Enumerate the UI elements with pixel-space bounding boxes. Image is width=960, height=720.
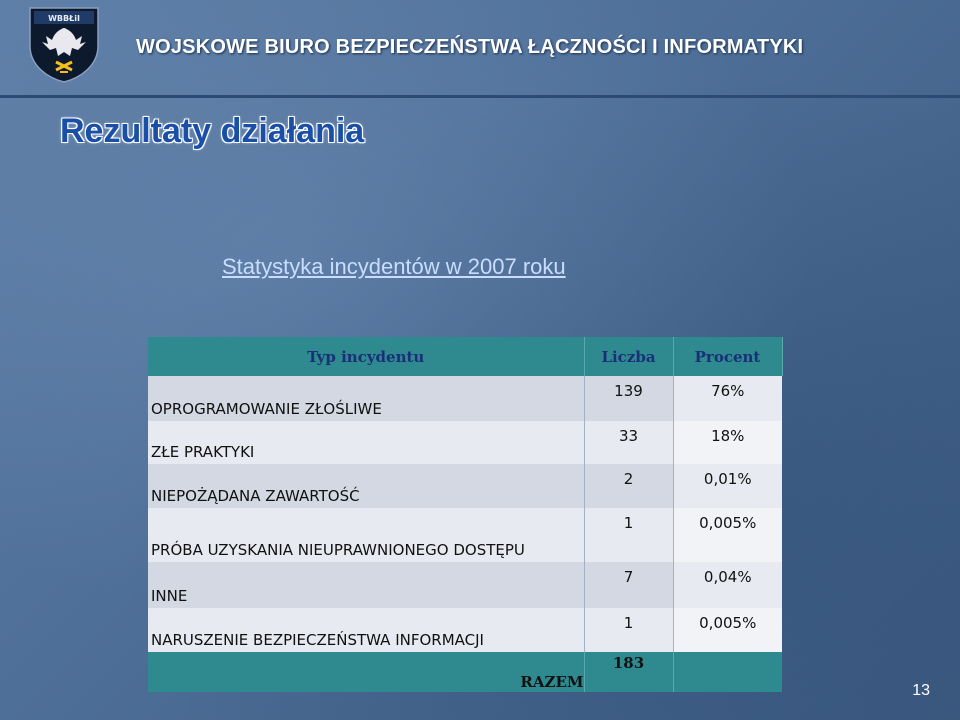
incident-type: PRÓBA UZYSKANIA NIEUPRAWNIONEGO DOSTĘPU [148, 508, 584, 562]
total-label: RAZEM [148, 652, 584, 692]
logo-text: WBBŁiI [48, 14, 80, 23]
table-row [148, 464, 782, 508]
incident-count: 2 [584, 464, 673, 508]
column-header-count: Liczba [584, 337, 673, 376]
incident-statistics-table [148, 337, 783, 692]
incident-type: INNE [148, 562, 584, 608]
incident-percent: 0,04% [673, 562, 782, 608]
incident-percent: 0,01% [673, 464, 782, 508]
incident-count: 1 [584, 508, 673, 562]
incident-count: 33 [584, 421, 673, 464]
column-header-type: Typ incydentu [148, 337, 584, 376]
table-row [148, 376, 782, 421]
column-header-percent: Procent [673, 337, 782, 376]
incident-count: 139 [584, 376, 673, 421]
incident-type: ZŁE PRAKTYKI [148, 421, 584, 464]
total-percent-empty [673, 652, 782, 692]
incident-percent: 0,005% [673, 508, 782, 562]
table-subtitle-link[interactable]: Statystyka incydentów w 2007 roku [222, 254, 566, 279]
table-row [148, 421, 782, 464]
table-row [148, 508, 782, 562]
slide-title: Rezultaty działania [60, 112, 365, 150]
table-row [148, 562, 782, 608]
organization-name: WOJSKOWE BIURO BEZPIECZEŃSTWA ŁĄCZNOŚCI I INFORMATYKI [136, 36, 804, 58]
table-total-row [148, 652, 782, 692]
header-band [0, 0, 960, 98]
incident-count: 1 [584, 608, 673, 652]
incident-type: NARUSZENIE BEZPIECZEŃSTWA INFORMACJI [148, 608, 584, 652]
incident-count: 7 [584, 562, 673, 608]
incident-percent: 18% [673, 421, 782, 464]
table-header-row [148, 337, 782, 376]
incident-type: OPROGRAMOWANIE ZŁOŚLIWE [148, 376, 584, 421]
total-count: 183 [584, 652, 673, 692]
incident-percent: 76% [673, 376, 782, 421]
incident-percent: 0,005% [673, 608, 782, 652]
page-number: 13 [912, 682, 930, 699]
military-eagle-logo-icon [26, 6, 102, 84]
incident-type: NIEPOŻĄDANA ZAWARTOŚĆ [148, 464, 584, 508]
table-row [148, 608, 782, 652]
